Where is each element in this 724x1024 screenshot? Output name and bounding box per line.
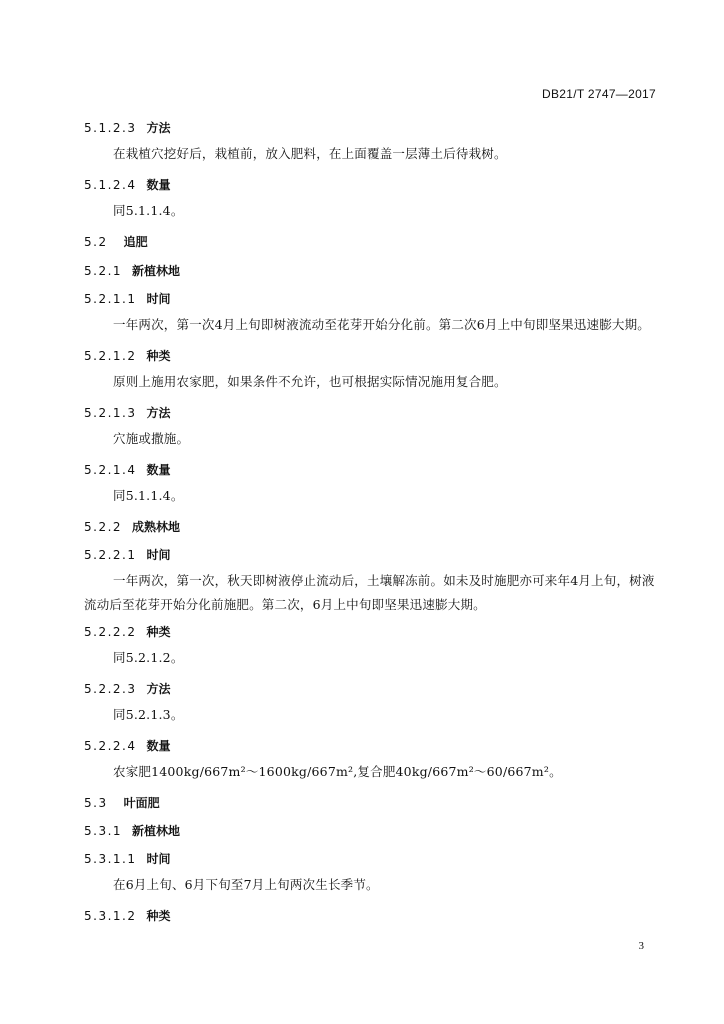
- paragraph-5-1-2-4: 同5.1.1.4。: [113, 203, 184, 218]
- section-heading-5-1-2-4: [84, 176, 171, 193]
- section-heading-5-2-2-4: [84, 737, 171, 754]
- section-title: 时间: [146, 548, 171, 562]
- section-title: 方法: [146, 406, 171, 420]
- section-heading-5-2-2-2: [84, 623, 171, 640]
- section-heading-5-3-1: [84, 822, 180, 839]
- section-heading-5-2-1-4: [84, 461, 171, 478]
- section-heading-5-3-1-1: [84, 850, 171, 867]
- section-heading-5-1-2-3: [84, 119, 171, 136]
- section-title: 方法: [146, 682, 171, 696]
- paragraph-5-2-1-1: 一年两次，第一次4月上旬即树液流动至花芽开始分化前。第二次6月上中旬即坚果迅速膨大期。: [113, 317, 651, 332]
- section-number: 5.2.2: [84, 520, 123, 534]
- section-heading-5-3: [84, 794, 160, 811]
- section-number: 5.2: [84, 235, 108, 249]
- paragraph-5-2-1-2: 原则上施用农家肥，如果条件不允许，也可根据实际情况施用复合肥。: [113, 374, 507, 389]
- section-number: 5.3.1.1: [84, 852, 137, 866]
- section-number: 5.3.1: [84, 824, 123, 838]
- section-heading-5-2-2-1: [84, 546, 171, 563]
- section-title: 新植林地: [132, 264, 181, 278]
- paragraph-5-3-1-1: 在6月上旬、6月下旬至7月上旬两次生长季节。: [113, 877, 379, 892]
- section-number: 5.2.2.1: [84, 548, 137, 562]
- section-heading-5-2-1-1: [84, 290, 171, 307]
- paragraph-5-2-2-4: 农家肥1400kg/667m²～1600kg/667m²,复合肥40kg/667m²～60/667m²。: [113, 764, 562, 779]
- section-number: 5.2.1.1: [84, 292, 137, 306]
- section-heading-5-2-1-2: [84, 347, 171, 364]
- section-heading-5-2-2: [84, 518, 180, 535]
- section-title: 时间: [146, 292, 171, 306]
- section-title: 成熟林地: [132, 520, 181, 534]
- section-title: 方法: [146, 121, 171, 135]
- section-number: 5.2.1.4: [84, 463, 137, 477]
- section-number: 5.3: [84, 796, 108, 810]
- section-number: 5.2.2.3: [84, 682, 137, 696]
- section-number: 5.2.1.2: [84, 349, 137, 363]
- section-number: 5.1.2.4: [84, 178, 137, 192]
- section-heading-5-2: [84, 233, 148, 250]
- paragraph-5-2-1-3: 穴施或撒施。: [113, 431, 190, 446]
- paragraph-5-2-2-1: 一年两次，第一次，秋天即树液停止流动后，土壤解冻前。如未及时施肥亦可来年4月上旬，树液流动后至花芽开始分化前施肥。第二次，6月上中旬即坚果迅速膨大期。: [84, 573, 655, 612]
- section-number: 5.2.2.4: [84, 739, 137, 753]
- section-title: 时间: [146, 852, 171, 866]
- section-title: 数量: [146, 178, 171, 192]
- section-title: 新植林地: [132, 824, 181, 838]
- section-title: 数量: [146, 463, 171, 477]
- document-code: DB21/T 2747—2017: [542, 87, 656, 101]
- section-number: 5.2.2.2: [84, 625, 137, 639]
- section-heading-5-2-2-3: [84, 680, 171, 697]
- paragraph-5-2-1-4: 同5.1.1.4。: [113, 488, 184, 503]
- section-number: 5.2.1: [84, 264, 123, 278]
- section-title: 数量: [146, 739, 171, 753]
- section-title: 叶面肥: [123, 796, 160, 810]
- paragraph-5-2-2-3: 同5.2.1.3。: [113, 707, 184, 722]
- section-number: 5.1.2.3: [84, 121, 137, 135]
- section-number: 5.3.1.2: [84, 909, 137, 923]
- paragraph-5-2-2-2: 同5.2.1.2。: [113, 650, 184, 665]
- page-number: 3: [638, 940, 644, 952]
- section-heading-5-2-1: [84, 262, 180, 279]
- section-title: 种类: [146, 349, 171, 363]
- section-title: 种类: [146, 909, 171, 923]
- section-title: 种类: [146, 625, 171, 639]
- section-heading-5-3-1-2: [84, 907, 171, 924]
- paragraph-5-1-2-3: 在栽植穴挖好后，栽植前，放入肥料，在上面覆盖一层薄土后待栽树。: [113, 146, 507, 161]
- section-number: 5.2.1.3: [84, 406, 137, 420]
- section-title: 追肥: [123, 235, 148, 249]
- section-heading-5-2-1-3: [84, 404, 171, 421]
